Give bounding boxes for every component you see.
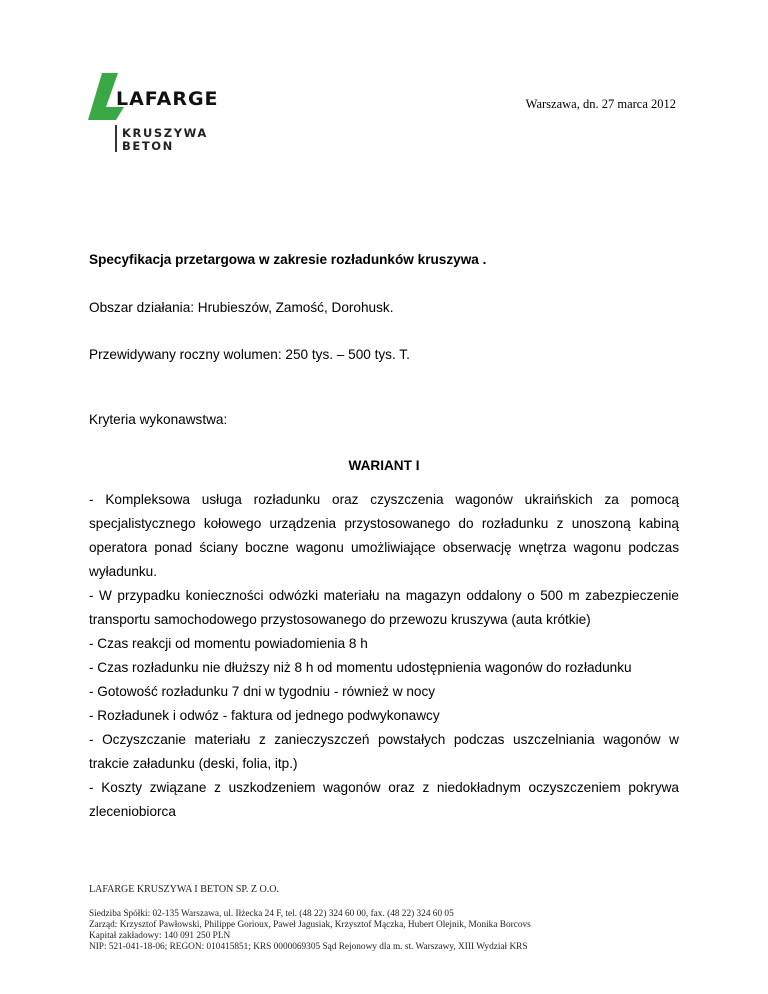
- list-item: - Czas rozładunku nie dłuższy niż 8 h od momentu udostępnienia wagonów do rozładunku: [89, 660, 632, 675]
- list-item: - Koszty związane z uszkodzeniem wagonów oraz z niedokładnym oczyszczeniem pokrywa zleceniobiorca: [89, 780, 679, 819]
- list-item: - Rozładunek i odwóz - faktura od jednego podwykonawcy: [89, 708, 440, 723]
- requirements-list: [89, 488, 679, 824]
- list-item: - Oczyszczanie materiału z zanieczyszczeń powstałych podczas uszczelniania wagonów w trakcie załadunku (deski, folia, itp.): [89, 732, 679, 771]
- variant-heading: WARIANT I: [348, 458, 420, 473]
- logo-sub-kruszywa: KRUSZYWA: [122, 126, 208, 140]
- list-item: - W przypadku konieczności odwózki materiału na magazyn oddalony o 500 m zabezpieczenie transportu samochodowego przystosowanego do przewozu kruszywa (auta krótkie): [89, 588, 679, 627]
- footer-address: Siedziba Spółki: 02-135 Warszawa, ul. Iłżecka 24 F, tel. (48 22) 324 60 00, fax. (48 22) 324 60 05: [89, 909, 454, 919]
- logo-brand-text: LAFARGE: [116, 88, 219, 110]
- document-date: Warszawa, dn. 27 marca 2012: [525, 97, 676, 111]
- document-title: Specyfikacja przetargowa w zakresie rozładunków kruszywa .: [89, 252, 487, 267]
- footer-capital: Kapitał zakładowy: 140 091 250 PLN: [89, 931, 231, 941]
- logo-divider: [115, 125, 117, 152]
- footer-board: Zarząd: Krzysztof Pawłowski, Philippe Gorioux, Paweł Jagusiak, Krzysztof Mączka, Hubert Olejnik, Monika Borcovs: [89, 920, 531, 930]
- operating-area: Obszar działania: Hrubieszów, Zamość, Dorohusk.: [89, 300, 394, 315]
- footer-registration: NIP: 521-041-18-06; REGON: 010415851; KRS 0000069305 Sąd Rejonowy dla m. st. Warszawy, XIII Wydział KRS: [89, 942, 528, 952]
- lafarge-logo: [88, 73, 248, 153]
- logo-sub-beton: BETON: [122, 139, 174, 153]
- annual-volume: Przewidywany roczny wolumen: 250 tys. – 500 tys. T.: [89, 347, 410, 362]
- footer-details: [89, 909, 531, 953]
- list-item: - Kompleksowa usługa rozładunku oraz czyszczenia wagonów ukraińskich za pomocą specjalistycznego kołowego urządzenia przystosowanego do rozładunku z unoszoną kabiną operatora ponad ściany boczne wagonu umożliwiające obserwację wnętrza wagonu podczas wyładunku.: [89, 492, 679, 579]
- list-item: - Czas reakcji od momentu powiadomienia 8 h: [89, 636, 368, 651]
- criteria-heading: Kryteria wykonawstwa:: [89, 412, 228, 427]
- footer-company-name: LAFARGE KRUSZYWA I BETON SP. Z O.O.: [89, 884, 279, 895]
- list-item: - Gotowość rozładunku 7 dni w tygodniu - również w nocy: [89, 684, 436, 699]
